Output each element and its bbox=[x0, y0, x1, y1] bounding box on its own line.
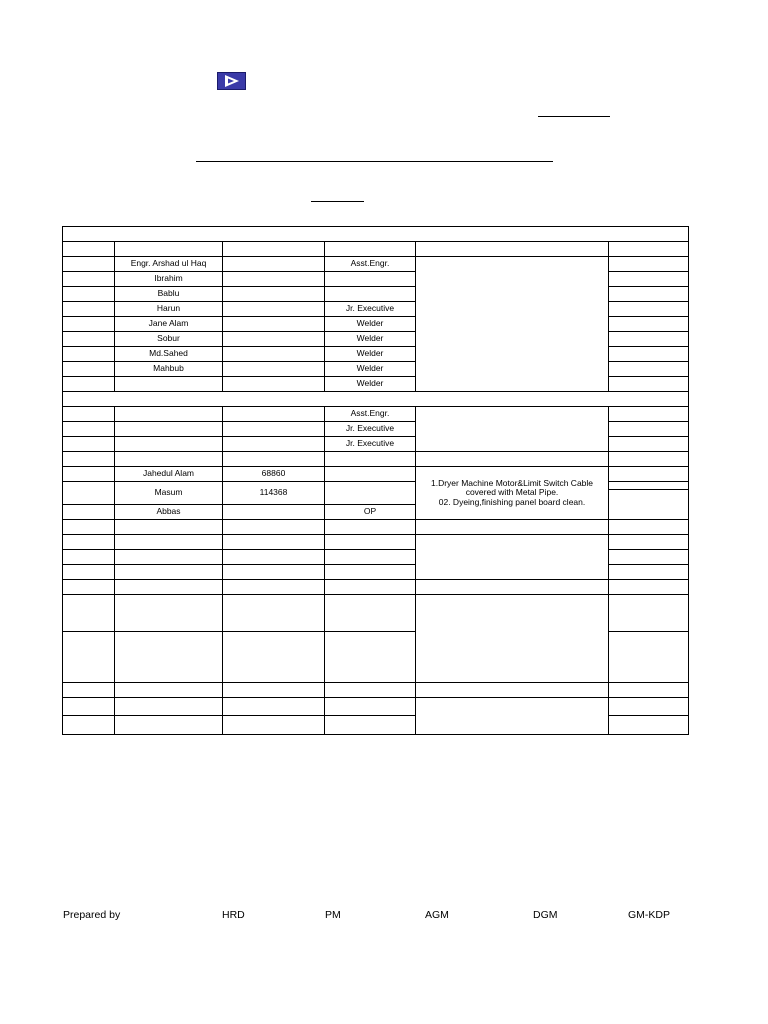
prepared-by-label: Prepared by bbox=[63, 909, 121, 921]
staff-id bbox=[223, 347, 325, 362]
staff-name: Jane Alam bbox=[115, 317, 223, 332]
staff-designation bbox=[325, 287, 416, 302]
staff-designation: Welder bbox=[325, 317, 416, 332]
work-description bbox=[416, 257, 609, 392]
column-header-row bbox=[63, 242, 689, 257]
staff-designation: Welder bbox=[325, 377, 416, 392]
title-underline bbox=[196, 161, 553, 162]
agm-signature-label: AGM bbox=[425, 909, 449, 921]
table-row bbox=[63, 467, 689, 482]
staff-name bbox=[115, 377, 223, 392]
staff-name: Engr. Arshad ul Haq bbox=[115, 257, 223, 272]
staff-id bbox=[223, 362, 325, 377]
staff-name: Jahedul Alam bbox=[115, 467, 223, 482]
staff-designation bbox=[325, 467, 416, 482]
staff-name: Mahbub bbox=[115, 362, 223, 377]
staff-designation: Asst.Engr. bbox=[325, 407, 416, 422]
staff-id bbox=[223, 505, 325, 520]
staff-id bbox=[223, 272, 325, 287]
hrd-signature-label: HRD bbox=[222, 909, 245, 921]
staff-name: Bablu bbox=[115, 287, 223, 302]
work-line: covered with Metal Pipe. bbox=[465, 487, 559, 498]
dgm-signature-label: DGM bbox=[533, 909, 558, 921]
staff-name: Harun bbox=[115, 302, 223, 317]
staff-name: Abbas bbox=[115, 505, 223, 520]
staff-id bbox=[223, 287, 325, 302]
staff-id bbox=[223, 377, 325, 392]
work-line: 02. Dyeing,finishing panel board clean. bbox=[438, 496, 586, 507]
staff-id: 68860 bbox=[223, 467, 325, 482]
pm-signature-label: PM bbox=[325, 909, 341, 921]
staff-designation: Jr. Executive bbox=[325, 437, 416, 452]
staff-designation bbox=[325, 272, 416, 287]
table-row bbox=[63, 580, 689, 595]
staff-id: 114368 bbox=[223, 482, 325, 505]
gm-signature-label: GM-KDP bbox=[628, 909, 670, 921]
staff-designation: Jr. Executive bbox=[325, 302, 416, 317]
staff-name: Ibrahim bbox=[115, 272, 223, 287]
table-row bbox=[63, 452, 689, 467]
staff-name: Masum bbox=[115, 482, 223, 505]
work-schedule-table bbox=[62, 226, 689, 735]
work-line: 1.Dryer Machine Motor&Limit Switch Cable bbox=[430, 477, 594, 488]
staff-id bbox=[223, 317, 325, 332]
staff-id bbox=[223, 257, 325, 272]
staff-id bbox=[223, 302, 325, 317]
staff-designation: OP bbox=[325, 505, 416, 520]
table-row bbox=[63, 407, 689, 422]
work-description bbox=[416, 407, 609, 452]
table-row bbox=[63, 683, 689, 698]
company-logo bbox=[217, 72, 246, 90]
staff-designation: Asst.Engr. bbox=[325, 257, 416, 272]
staff-name: Sobur bbox=[115, 332, 223, 347]
staff-id bbox=[223, 332, 325, 347]
subtitle-underline bbox=[311, 201, 364, 202]
staff-designation: Welder bbox=[325, 332, 416, 347]
staff-designation: Jr. Executive bbox=[325, 422, 416, 437]
date-underline bbox=[538, 116, 610, 117]
table-row bbox=[63, 520, 689, 535]
section-separator-row bbox=[63, 392, 689, 407]
staff-designation: Welder bbox=[325, 347, 416, 362]
section-header-row bbox=[63, 227, 689, 242]
table-row bbox=[63, 535, 689, 550]
staff-name: Md.Sahed bbox=[115, 347, 223, 362]
arrow-right-icon bbox=[218, 73, 245, 89]
table-row bbox=[63, 698, 689, 716]
work-description bbox=[416, 467, 609, 520]
table-row bbox=[63, 257, 689, 272]
staff-designation bbox=[325, 482, 416, 505]
staff-designation: Welder bbox=[325, 362, 416, 377]
table-row bbox=[63, 595, 689, 632]
